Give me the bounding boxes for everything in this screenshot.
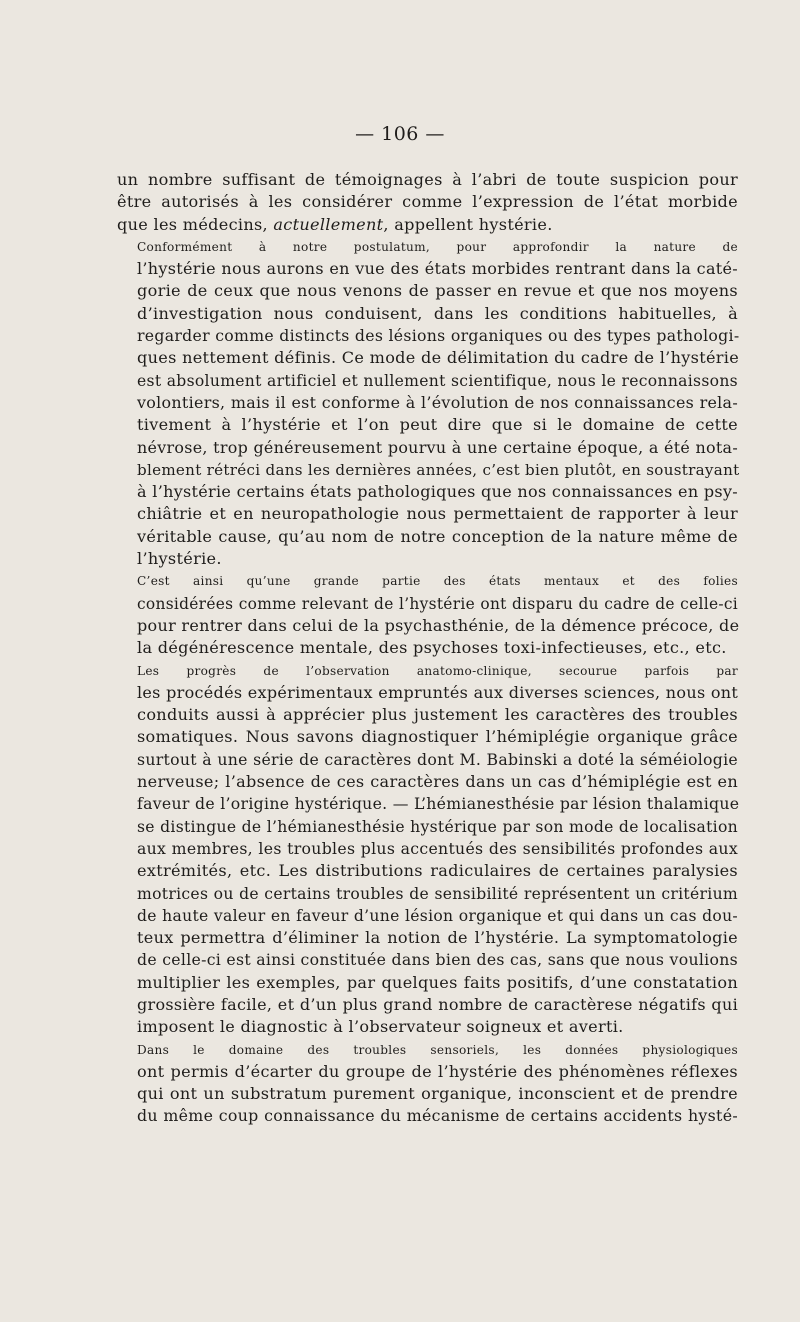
- text-line: se distingue de l’hémianesthésie hystérique par son mode de localisation: [137, 817, 738, 836]
- text-line: de haute valeur en faveur d’une lésion organique et qui dans un cas dou-: [137, 906, 738, 925]
- text-line: les procédés expérimentaux empruntés aux diverses sciences, nous ont: [137, 682, 739, 702]
- text-fragment: que les médecins,: [117, 214, 274, 234]
- text-line: somatiques. Nous savons diagnostiquer l’hémiplégie organique grâce: [137, 727, 738, 747]
- text-line: d’investigation nous conduisent, dans les conditions habituelles, à: [137, 303, 738, 323]
- text-line: teux permettra d’éliminer la notion de l’hystérie. La symptomatologie: [137, 928, 738, 948]
- text-line: l’hystérie.: [137, 549, 222, 569]
- text-line: l’hystérie nous aurons en vue des états morbides rentrant dans la caté-: [137, 259, 738, 279]
- text-line: grossière facile, et d’un plus grand nombre de caractèrese négatifs qui: [137, 994, 738, 1014]
- text-line: Les progrès de l’observation anatomo-clinique, secourue parfois par: [137, 663, 738, 678]
- italic-word: actuellement: [273, 214, 384, 234]
- text-line: [117, 214, 738, 236]
- text-line: ques nettement définis. Ce mode de délimitation du cadre de l’hystérie: [137, 348, 740, 368]
- paragraph: [117, 236, 738, 570]
- text-line: à l’hystérie certains états pathologiques que nos connaissances en psy-: [137, 482, 738, 502]
- body-text: [117, 169, 738, 1128]
- text-line: est absolument artificiel et nullement scientifique, nous le reconnaissons: [137, 371, 738, 390]
- text-line: Conformément à notre postulatum, pour approfondir la nature de: [137, 239, 738, 254]
- text-line: névrose, trop généreusement pourvu à une certaine époque, a été nota-: [137, 437, 738, 457]
- text-line: qui ont un substratum purement organique, inconscient et de prendre: [137, 1084, 738, 1104]
- text-line: blement rétréci dans les dernières années, c’est bien plutôt, en soustrayant: [137, 460, 740, 479]
- text-line: Dans le domaine des troubles sensoriels, les données physiologiques: [137, 1042, 738, 1057]
- text-line: faveur de l’origine hystérique. — L’hémianesthésie par lésion thalamique: [137, 794, 740, 814]
- text-line: tivement à l’hystérie et l’on peut dire que si le domaine de cette: [137, 415, 738, 435]
- text-line: du même coup connaissance du mécanisme de certains accidents hysté-: [137, 1106, 738, 1126]
- text-line: être autorisés à les considérer comme l’expression de l’état morbide: [117, 192, 738, 212]
- text-line: conduits aussi à apprécier plus justement les caractères des troubles: [137, 705, 738, 725]
- text-line: véritable cause, qu’au nom de notre conception de la nature même de: [137, 526, 738, 546]
- text-line: considérées comme relevant de l’hystérie ont disparu du cadre de celle-ci: [137, 594, 738, 613]
- text-line: extrémités, etc. Les distributions radiculaires de certaines paralysies: [137, 861, 738, 881]
- text-line: aux membres, les troubles plus accentués des sensibilités profondes aux: [137, 838, 738, 858]
- text-line: regarder comme distincts des lésions organiques ou des types pathologi-: [137, 326, 740, 346]
- text-line: de celle-ci est ainsi constituée dans bien des cas, sans que nous voulions: [137, 950, 738, 970]
- text-line: C’est ainsi qu’une grande partie des états mentaux et des folies: [137, 574, 738, 589]
- paragraph: [117, 660, 738, 1039]
- text-fragment: , appellent hystérie.: [383, 214, 553, 234]
- text-line: ont permis d’écarter du groupe de l’hystérie des phénomènes réflexes: [137, 1061, 738, 1081]
- text-line: imposent le diagnostic à l’observateur soigneux et averti.: [137, 1017, 624, 1037]
- text-line: motrices ou de certains troubles de sensibilité représentent un critérium: [137, 884, 738, 903]
- text-line: la dégénérescence mentale, des psychoses toxi-infectieuses, etc., etc.: [137, 638, 727, 658]
- text-line: nerveuse; l’absence de ces caractères dans un cas d’hémiplégie est en: [137, 772, 738, 792]
- text-line: multiplier les exemples, par quelques faits positifs, d’une constatation: [137, 972, 738, 992]
- paragraph: [117, 1039, 738, 1128]
- text-line: surtout à une série de caractères dont M. Babinski a doté la séméiologie: [137, 749, 738, 769]
- paragraph: [117, 169, 738, 236]
- paragraph: [117, 570, 738, 659]
- text-line: un nombre suffisant de témoignages à l’abri de toute suspicion pour: [117, 170, 738, 189]
- page-number: — 106 —: [355, 123, 445, 145]
- text-line: pour rentrer dans celui de la psychasthénie, de la démence précoce, de: [137, 615, 740, 635]
- text-line: volontiers, mais il est conforme à l’évolution de nos connaissances rela-: [137, 392, 738, 412]
- text-line: chiâtrie et en neuropathologie nous permettaient de rapporter à leur: [137, 504, 738, 524]
- text-line: gorie de ceux que nous venons de passer en revue et que nos moyens: [137, 281, 738, 301]
